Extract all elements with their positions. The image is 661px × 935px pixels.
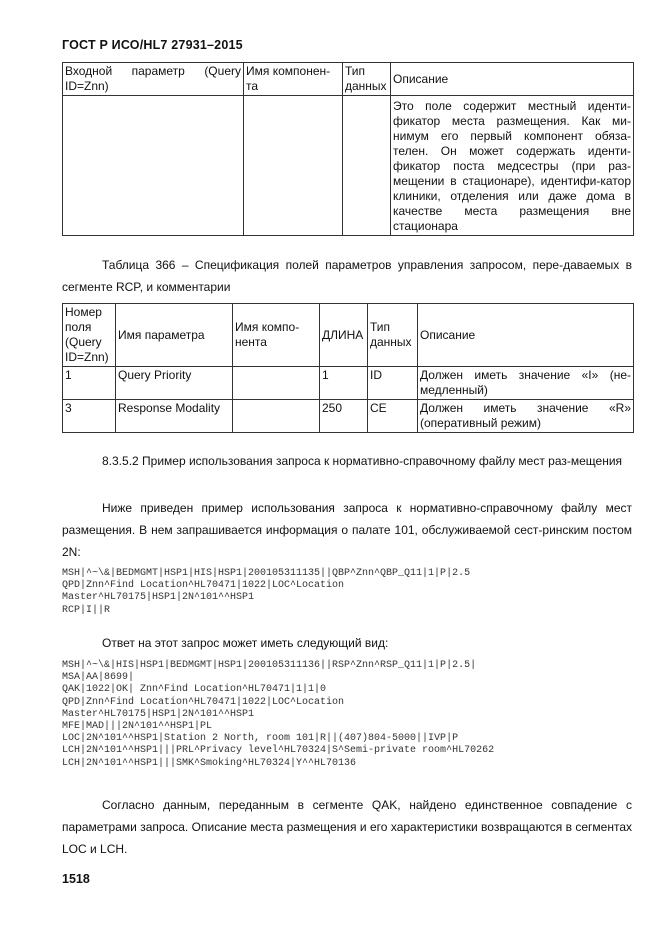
conclusion-paragraph: Согласно данным, переданным в сегменте QAK, найдено единственное совпадение с параметрами запроса. Описание места размещения и его характеристики возвращаются в сегментах LOC и LCH. xyxy=(62,798,632,856)
column-header-input-parameter: Входной параметр (Query ID=Znn) xyxy=(63,63,244,96)
table-cell: 3 xyxy=(63,400,116,433)
response-intro: Ответ на этот запрос может иметь следующий вид: xyxy=(102,636,389,650)
table-cell-description: Должен иметь значение «I» (не-медленный) xyxy=(418,367,634,400)
table-cell xyxy=(244,96,343,236)
page-number: 1518 xyxy=(62,872,90,886)
table-cell: 1 xyxy=(63,367,116,400)
table-row xyxy=(63,96,634,236)
section-heading: 8.3.5.2 Пример использования запроса к нормативно-справочному файлу мест раз-мещения xyxy=(102,454,623,468)
table-cell: Query Priority xyxy=(116,367,233,400)
table-cell xyxy=(63,96,244,236)
query-message-code: MSH|^~\&|BEDMGMT|HSP1|HIS|HSP1|200105311135||QBP^Znn^QBP_Q11|1|P|2.5 QPD|Znn^Find Location^HL70471|1022|LOC^Location Master^HL70175|HSP1|2N^101^^HSP1 RCP|I||R xyxy=(62,568,471,616)
table-cell: CE xyxy=(368,400,418,433)
column-header-length: ДЛИНА xyxy=(320,304,368,367)
table-caption: Таблица 366 – Спецификация полей параметров управления запросом, пере-даваемых в сегменте RCP, и комментарии xyxy=(62,258,632,294)
column-header-description: Описание xyxy=(418,304,634,367)
intro-paragraph: Ниже приведен пример использования запроса к нормативно-справочному файлу мест размещения. В нем запрашивается информация о палате 101, обслуживаемой сест-ринским постом 2N: xyxy=(62,501,632,559)
table-cell xyxy=(233,367,320,400)
rcp-parameters-table xyxy=(62,303,634,433)
location-parameters-table xyxy=(62,62,634,236)
table-cell-description: Должен иметь значение «R» (оперативный режим) xyxy=(418,400,634,433)
table-header-row xyxy=(63,304,634,367)
column-header-component-name: Имя компонен-та xyxy=(244,63,343,96)
table-cell xyxy=(233,400,320,433)
column-header-component-name: Имя компо-нента xyxy=(233,304,320,367)
column-header-data-type: Тип данных xyxy=(343,63,391,96)
column-header-parameter-name: Имя параметра xyxy=(116,304,233,367)
table-cell: 1 xyxy=(320,367,368,400)
table-header-row xyxy=(63,63,634,96)
table-cell: 250 xyxy=(320,400,368,433)
column-header-data-type: Тип данных xyxy=(368,304,418,367)
table-cell-description: Это поле содержит местный иденти-фикатор места размещения. Как ми-нимум его первый компонент обяза-телен. Он может содержать иденти-фикатор поста медсестры (при раз-мещении в стационаре), идентифи-катор клиники, отделения или даже дома в качестве места размещения вне стационара xyxy=(391,96,634,236)
response-message-code: MSH|^~\&|HIS|HSP1|BEDMGMT|HSP1|200105311136||RSP^Znn^RSP_Q11|1|P|2.5| MSA|AA|8699| QAK|1022|OK| Znn^Find Location^HL70471|1|1|0 QPD|Znn^Find Location^HL70471|1022|LOC^Location Master^HL70175|HSP1|2N^101^^HSP1 MFE|MAD|||2N^101^^HSP1|PL LOC|2N^101^^HSP1|Station 2 North, room 101|R||(407)804-5000||IVP|P LCH|2N^101^^HSP1|||PRL^Privacy level^HL70324|S^Semi-private room^HL70262 LCH|2N^101^^HSP1|||SMK^Smoking^HL70324|Y^^HL70136 xyxy=(62,660,495,769)
column-header-description: Описание xyxy=(391,63,634,96)
table-cell xyxy=(343,96,391,236)
table-cell: ID xyxy=(368,367,418,400)
table-row xyxy=(63,400,634,433)
table-cell: Response Modality xyxy=(116,400,233,433)
table-row xyxy=(63,367,634,400)
column-header-field-number: Номер поля (Query ID=Znn) xyxy=(63,304,116,367)
document-header: ГОСТ Р ИСО/HL7 27931–2015 xyxy=(62,38,243,52)
